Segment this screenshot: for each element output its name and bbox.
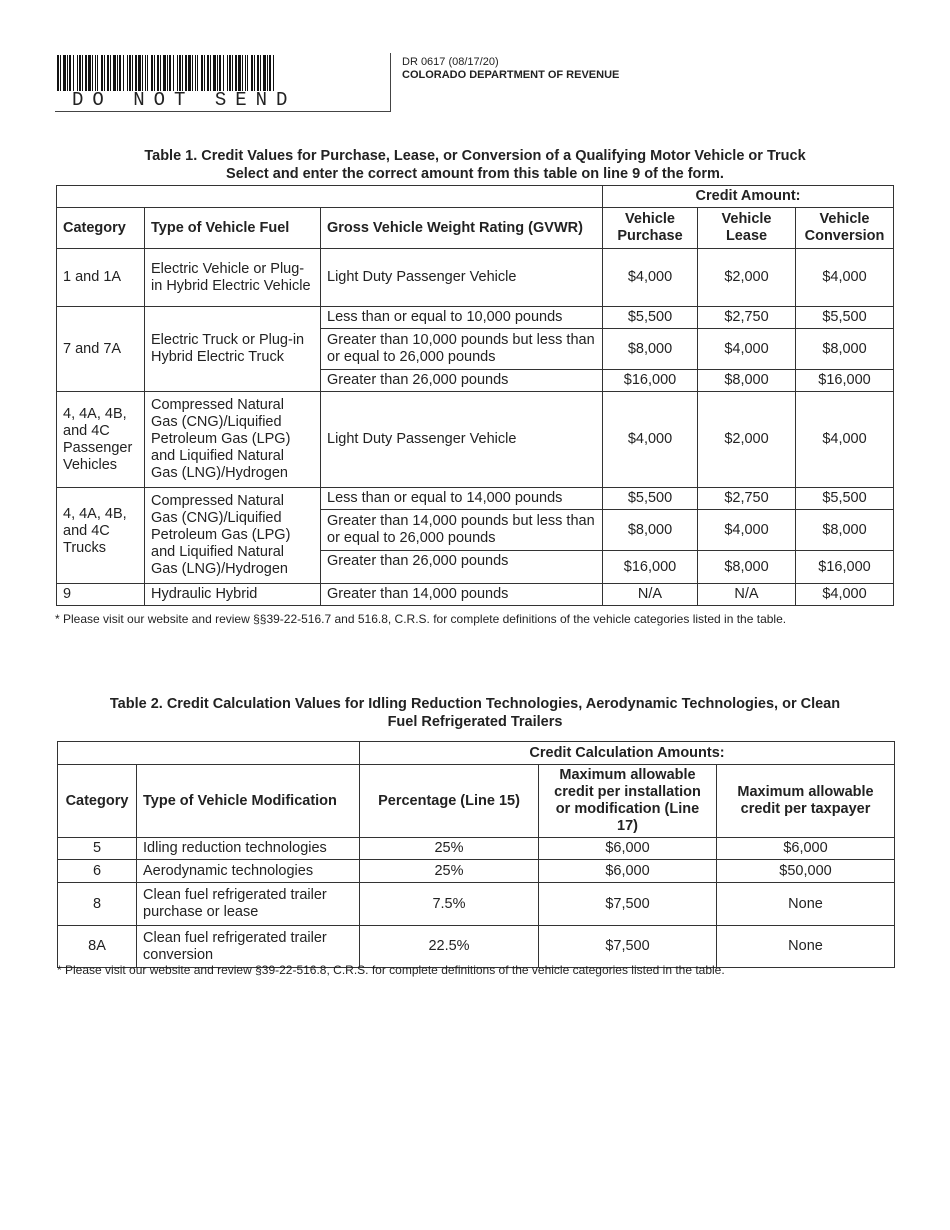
percentage-cell: 25% xyxy=(360,838,539,860)
barcode-bar xyxy=(267,55,268,91)
category-cell: 7 and 7A xyxy=(57,307,145,392)
barcode-bar xyxy=(63,55,66,91)
barcode-bar xyxy=(119,55,121,91)
barcode-bar xyxy=(227,55,228,91)
barcode-bar xyxy=(192,55,193,91)
purchase-cell: $8,000 xyxy=(603,510,698,551)
table1-footnote: * Please visit our website and review §§39-22-516.7 and 516.8, C.R.S. for complete definitions of the vehicle categories listed in the table. xyxy=(55,612,787,626)
barcode-bar xyxy=(107,55,109,91)
col-header-category: Category xyxy=(57,208,145,249)
barcode-bar xyxy=(242,55,243,91)
lease-cell: $4,000 xyxy=(698,510,796,551)
conversion-cell: $16,000 xyxy=(796,370,894,392)
barcode-bar xyxy=(79,55,81,91)
barcode-bar xyxy=(67,55,68,91)
conversion-cell: $5,500 xyxy=(796,307,894,329)
conversion-cell: $8,000 xyxy=(796,329,894,370)
purchase-cell: $5,500 xyxy=(603,307,698,329)
barcode-bar xyxy=(95,55,96,91)
max-install-cell: $7,500 xyxy=(539,883,717,926)
table-row xyxy=(57,249,894,307)
barcode-bar xyxy=(147,55,148,91)
gvwr-cell: Light Duty Passenger Vehicle xyxy=(321,392,603,488)
table2-blank-header xyxy=(58,742,360,765)
purchase-cell: $4,000 xyxy=(603,249,698,307)
barcode-bar xyxy=(204,55,205,91)
col-header-gvwr: Gross Vehicle Weight Rating (GVWR) xyxy=(321,208,603,249)
barcode-bar xyxy=(197,55,198,91)
max-taxpayer-cell: None xyxy=(717,926,895,968)
col-header-conversion: Vehicle Conversion xyxy=(796,208,894,249)
max-install-cell: $6,000 xyxy=(539,860,717,883)
col-header-max-taxpayer: Maximum allowable credit per taxpayer xyxy=(717,765,895,838)
conversion-cell: $16,000 xyxy=(796,551,894,584)
barcode-bar xyxy=(154,55,155,91)
max-taxpayer-cell: $50,000 xyxy=(717,860,895,883)
percentage-cell: 22.5% xyxy=(360,926,539,968)
category-cell: 9 xyxy=(57,584,145,606)
max-install-cell: $7,500 xyxy=(539,926,717,968)
lease-cell: $8,000 xyxy=(698,551,796,584)
barcode-bar xyxy=(85,55,87,91)
do-not-send-label: DO NOT SEND xyxy=(72,89,297,111)
max-taxpayer-cell: $6,000 xyxy=(717,838,895,860)
modification-cell: Clean fuel refrigerated trailer purchase or lease xyxy=(137,883,360,926)
barcode-bar xyxy=(210,55,211,91)
barcode-bar xyxy=(160,55,161,91)
fuel-cell: Hydraulic Hybrid xyxy=(145,584,321,606)
table-row xyxy=(58,883,895,926)
barcode-bar xyxy=(57,55,59,91)
gvwr-cell: Less than or equal to 14,000 pounds xyxy=(321,488,603,510)
col-header-percentage: Percentage (Line 15) xyxy=(360,765,539,838)
table2-credit-calc-header: Credit Calculation Amounts: xyxy=(360,742,895,765)
table-row xyxy=(58,838,895,860)
gvwr-cell: Greater than 26,000 pounds xyxy=(321,370,603,392)
barcode-bar xyxy=(273,55,274,91)
barcode-bar xyxy=(219,55,221,91)
category-cell: 1 and 1A xyxy=(57,249,145,307)
fuel-cell: Compressed Natural Gas (CNG)/Liquified Petroleum Gas (LPG) and Liquified Natural Gas (LNG)/Hydrogen xyxy=(145,392,321,488)
barcode-bar xyxy=(92,55,93,91)
barcode-bar xyxy=(69,55,71,91)
barcode-bar xyxy=(182,55,183,91)
table1-title-line2: Select and enter the correct amount from this table on line 9 of the form. xyxy=(226,166,724,182)
conversion-cell: $4,000 xyxy=(796,392,894,488)
barcode-bar xyxy=(142,55,143,91)
gvwr-cell: Light Duty Passenger Vehicle xyxy=(321,249,603,307)
modification-cell: Idling reduction technologies xyxy=(137,838,360,860)
barcode-bar xyxy=(151,55,153,91)
barcode-bar xyxy=(229,55,231,91)
barcode-bar xyxy=(113,55,116,91)
gvwr-cell: Less than or equal to 10,000 pounds xyxy=(321,307,603,329)
barcode-bar xyxy=(60,55,61,91)
barcode-bar xyxy=(235,55,237,91)
barcode-bar xyxy=(132,55,133,91)
max-taxpayer-cell: None xyxy=(717,883,895,926)
table1-title-line1: Table 1. Credit Values for Purchase, Lease, or Conversion of a Qualifying Motor Vehicle or Truck xyxy=(144,148,806,164)
barcode-bar xyxy=(173,55,174,91)
percentage-cell: 7.5% xyxy=(360,883,539,926)
category-cell: 8A xyxy=(58,926,137,968)
table-row xyxy=(57,584,894,606)
fuel-cell: Compressed Natural Gas (CNG)/Liquified Petroleum Gas (LPG) and Liquified Natural Gas (LNG)/Hydrogen xyxy=(145,488,321,584)
table1-column-header-row xyxy=(57,208,894,249)
col-header-category: Category xyxy=(58,765,137,838)
purchase-cell: $5,500 xyxy=(603,488,698,510)
table2-title-line1: Table 2. Credit Calculation Values for Idling Reduction Technologies, Aerodynamic Technologies, or Clean xyxy=(109,696,841,712)
table1-title xyxy=(55,147,895,183)
lease-cell: $2,000 xyxy=(698,392,796,488)
col-header-max-install: Maximum allowable credit per installation or modification (Line 17) xyxy=(539,765,717,838)
lease-cell: $2,000 xyxy=(698,249,796,307)
table-row xyxy=(58,926,895,968)
gvwr-cell: Greater than 10,000 pounds but less than or equal to 26,000 pounds xyxy=(321,329,603,370)
table1-credit-values xyxy=(56,185,894,606)
barcode-bar xyxy=(88,55,91,91)
barcode-bar xyxy=(238,55,241,91)
category-cell: 6 xyxy=(58,860,137,883)
modification-cell: Clean fuel refrigerated trailer conversion xyxy=(137,926,360,968)
barcode-bar xyxy=(157,55,159,91)
barcode-bar xyxy=(217,55,218,91)
barcode-bar xyxy=(257,55,259,91)
barcode-bar xyxy=(169,55,171,91)
barcode-bar xyxy=(185,55,187,91)
barcode-bar xyxy=(177,55,178,91)
barcode-bar xyxy=(207,55,209,91)
table2-group-header-row xyxy=(58,742,895,765)
barcode-bar xyxy=(263,55,266,91)
barcode-bar xyxy=(247,55,248,91)
barcode-bar xyxy=(73,55,74,91)
table1-blank-header xyxy=(57,186,603,208)
header-divider-vertical xyxy=(390,53,391,111)
table2-title xyxy=(55,695,895,731)
table-row xyxy=(57,307,894,329)
table-row xyxy=(58,860,895,883)
conversion-cell: $5,500 xyxy=(796,488,894,510)
purchase-cell: $16,000 xyxy=(603,370,698,392)
barcode-bar xyxy=(101,55,103,91)
barcode-bar xyxy=(201,55,203,91)
barcode-bar xyxy=(127,55,128,91)
category-cell: 5 xyxy=(58,838,137,860)
barcode-bar xyxy=(223,55,224,91)
percentage-cell: 25% xyxy=(360,860,539,883)
fuel-cell: Electric Truck or Plug-in Hybrid Electric Truck xyxy=(145,307,321,392)
barcode-bar xyxy=(245,55,246,91)
barcode-bar xyxy=(123,55,124,91)
category-cell: 4, 4A, 4B, and 4C Passenger Vehicles xyxy=(57,392,145,488)
barcode-bar xyxy=(251,55,253,91)
table-row xyxy=(57,392,894,488)
conversion-cell: $4,000 xyxy=(796,249,894,307)
barcode-bar xyxy=(117,55,118,91)
barcode-bar xyxy=(260,55,261,91)
conversion-cell: $8,000 xyxy=(796,510,894,551)
lease-cell: $2,750 xyxy=(698,307,796,329)
barcode-bar xyxy=(97,55,98,91)
category-cell: 4, 4A, 4B, and 4C Trucks xyxy=(57,488,145,584)
barcode-image xyxy=(57,55,277,91)
table-row xyxy=(57,488,894,510)
max-install-cell: $6,000 xyxy=(539,838,717,860)
barcode-bar xyxy=(269,55,271,91)
barcode-bar xyxy=(135,55,137,91)
barcode-bar xyxy=(82,55,83,91)
col-header-purchase: Vehicle Purchase xyxy=(603,208,698,249)
barcode-bar xyxy=(77,55,78,91)
gvwr-cell: Greater than 26,000 pounds xyxy=(321,551,603,584)
form-number: DR 0617 (08/17/20) xyxy=(402,56,499,68)
lease-cell: N/A xyxy=(698,584,796,606)
purchase-cell: N/A xyxy=(603,584,698,606)
gvwr-cell: Greater than 14,000 pounds but less than or equal to 26,000 pounds xyxy=(321,510,603,551)
header-divider-horizontal xyxy=(55,111,391,112)
barcode-bar xyxy=(110,55,111,91)
lease-cell: $2,750 xyxy=(698,488,796,510)
table2-title-line2: Fuel Refrigerated Trailers xyxy=(387,714,563,730)
table2-column-header-row xyxy=(58,765,895,838)
lease-cell: $8,000 xyxy=(698,370,796,392)
modification-cell: Aerodynamic technologies xyxy=(137,860,360,883)
barcode-bar xyxy=(145,55,146,91)
barcode-bar xyxy=(188,55,191,91)
gvwr-cell: Greater than 14,000 pounds xyxy=(321,584,603,606)
table1-credit-amount-header: Credit Amount: xyxy=(603,186,894,208)
barcode-bar xyxy=(167,55,168,91)
barcode-bar xyxy=(163,55,166,91)
barcode-bar xyxy=(254,55,255,91)
table2-footnote: * Please visit our website and review §39-22-516.8, C.R.S. for complete definitions of the vehicle categories listed in the table. xyxy=(57,963,725,977)
barcode-bar xyxy=(232,55,233,91)
barcode-bar xyxy=(213,55,216,91)
department-name: COLORADO DEPARTMENT OF REVENUE xyxy=(402,69,620,81)
barcode-bar xyxy=(179,55,181,91)
barcode-bar xyxy=(138,55,141,91)
col-header-modification: Type of Vehicle Modification xyxy=(137,765,360,838)
barcode-bar xyxy=(129,55,131,91)
table2-credit-calculation xyxy=(57,741,895,968)
category-cell: 8 xyxy=(58,883,137,926)
purchase-cell: $4,000 xyxy=(603,392,698,488)
fuel-cell: Electric Vehicle or Plug-in Hybrid Electric Vehicle xyxy=(145,249,321,307)
col-header-fuel: Type of Vehicle Fuel xyxy=(145,208,321,249)
barcode-bar xyxy=(104,55,105,91)
conversion-cell: $4,000 xyxy=(796,584,894,606)
table1-group-header-row xyxy=(57,186,894,208)
col-header-lease: Vehicle Lease xyxy=(698,208,796,249)
purchase-cell: $16,000 xyxy=(603,551,698,584)
barcode-bar xyxy=(195,55,196,91)
purchase-cell: $8,000 xyxy=(603,329,698,370)
lease-cell: $4,000 xyxy=(698,329,796,370)
